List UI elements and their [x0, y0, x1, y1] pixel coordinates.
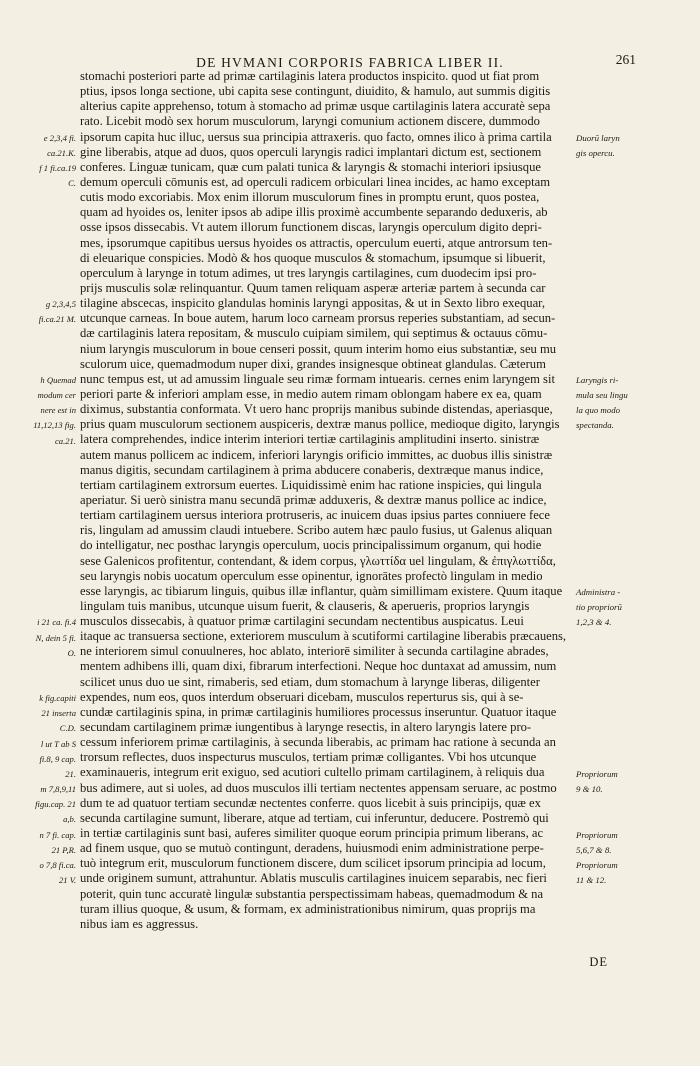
margin-note: Administra - [576, 587, 621, 598]
margin-note: nere est in [40, 405, 76, 416]
text-line: mentem adhibens illi, quam dixi, fibrarum interfectioni. Neque hoc duntaxat ad amussim, num [80, 659, 557, 674]
text-line: aperiatur. Si uerò sinistra manu secundā primæ adduxeris, & dextræ manus pollice ac indice, [80, 492, 547, 507]
text-line: periori parte & inferiori amplam esse, in medio autem rimam oblongam habere ex ea, quam [80, 386, 542, 401]
margin-note: Propriorum [576, 859, 618, 870]
text-line: di eleuarique conspicies. Modò & hos quoque musculos & stomachum, ipsumque si libuerit, [80, 250, 546, 265]
margin-note: C. [68, 178, 76, 189]
text-line: prius quam musculorum sectionem auspiceris, dextræ manus pollice, medioque digito, laryngis [80, 417, 560, 432]
margin-note: Propriorum [576, 829, 618, 840]
text-line: tilagine abscecas, inspicito glandulas hominis laryngi appositas, & ut in Sexto libro exequar, [80, 296, 546, 311]
text-line: operculum à larynge in totum adimes, ut tres laryngis cartilagines, cum duodecim ipsi pro- [80, 265, 537, 280]
text-line: tertiam cartilaginem uersus interiora protruseris, ac inuicem duas ipsius partes conniuere fece [80, 508, 550, 523]
margin-note: 21 inserta [41, 708, 76, 719]
text-line: alterius capite apprehenso, totum à stomacho ad primæ usque cartilaginis latera accuratè sepa [80, 99, 551, 114]
text-line: prijs musculis solæ relinquantur. Quum tamen reliquam asperæ arteriæ partem à secunda car [80, 280, 546, 295]
margin-note: f 1 fi.ca.19 [39, 162, 76, 173]
margin-note: mula seu lingu [576, 390, 628, 401]
page-number: 261 [615, 52, 636, 67]
text-line: autem manus pollicem ac indicem, inferiori laryngis orificio immittes, ac duobus illis sinistræ [80, 447, 553, 462]
body-text [80, 69, 572, 932]
text-line: diximus, substantia conformata. Vt uero hanc proprijs manibus subinde distendas, aperiasque, [80, 402, 553, 417]
text-line: poterit, quin tunc accuratè lingulæ substantia perspectissimam habeas, quemadmodum & na [80, 886, 544, 901]
text-line: osse ipsos dissecabis. Vt autem illorum functionem discas, laryngis operculum digito depri- [80, 220, 542, 235]
text-line: utcunque carneas. In boue autem, harum loco carneam prorsus reperies substantiam, ad secun- [80, 311, 556, 326]
margin-note: n 7 fi. cap. [39, 829, 76, 840]
text-line: secunda cartilagine sumunt, liberare, atque ad tertiam, cui inferuntur, deducere. Postremò qui [80, 810, 549, 825]
text-line: trorsum reflectes, duos inspecturus musculos, tertiam primæ colligantes. Vbi hos utcunque [80, 750, 537, 765]
margin-note: fi.8, 9 cap. [39, 753, 76, 764]
text-line: do intelligatur, nec posthac laryngis operculum, uocis principalissimum organum, qui hodie [80, 538, 542, 553]
text-line: bus adimere, aut si uoles, ad duos musculos illi tertiam nectentes appensam seruare, ac postmo [80, 780, 557, 795]
margin-note: la quo modo [576, 405, 620, 416]
margin-note: 21. [65, 768, 76, 779]
margin-note: tio propriorū [576, 602, 622, 613]
text-line: cessum inferiorem primæ cartilaginis, à secunda liberabis, ac primam hac ratione à secunda an [80, 735, 556, 750]
margin-note: 21 P,R. [51, 844, 76, 855]
text-line: lingulam tuis manibus, utcunque uisum fuerit, & clauseris, & aperueris, proprios laryngis [80, 598, 530, 613]
text-line: manus digitis, secundam cartilaginem à prima abducere conaberis, dextræque manus indice, [80, 462, 544, 477]
text-line: itaque ac transuersa sectione, exteriorem musculum à scutiformi cartilagine liberabis præcauens, [80, 629, 567, 644]
text-line: demum operculi cōmunis est, ad operculi radicem orbiculari linea incides, ac hamo exceptam [80, 174, 550, 189]
text-line: dum te ad quatuor tertiam secundæ nectentes conferre. quos licebit à suis principijs, quæ ex [80, 795, 541, 810]
text-line: nibus iam es aggressus. [80, 916, 199, 931]
margin-note: C.D. [59, 723, 76, 734]
text-line: unde originem sumunt, attrahuntur. Ablatis musculis cartilagines inuicem separabis, nec fieri [80, 871, 547, 886]
margin-note: 5,6,7 & 8. [576, 844, 612, 855]
margin-note: 21 V. [58, 874, 76, 885]
text-line: tuò integrum erit, musculorum functionem discere, dum scilicet ipsorum principia ad locum, [80, 856, 546, 871]
text-line: in tertiæ cartilaginis sunt basi, auferes similiter quoque eorum principia primum liberans, ac [80, 826, 544, 841]
text-line: rato. Licebit modò sex horum musculorum, laryngi comunium actionem discere, dummodo [80, 114, 540, 129]
margin-note: ca.21.K. [47, 147, 76, 158]
text-line: nium laryngis musculorum in boue censeri possit, quum interim homo eius substantiæ, seu mu [80, 341, 557, 356]
text-line: seu laryngis nobis uocatum operculum esse opinentur, ignorātes profectò lingulam in medio [80, 568, 543, 583]
margin-note: 11,12,13 fig. [33, 420, 76, 431]
margin-note: modum cer [37, 390, 76, 401]
text-line: sese Galenicos profitentur, contendant, & idem corpus, γλωττίδα uel lingulam, & ἐπιγλωττίδα, [80, 553, 556, 568]
text-line: scilicet unus duo ue sint, rimaberis, sed etiam, dum stomachum à larynge liberas, diligenter [80, 674, 540, 689]
margin-note: fi.ca.21 M. [38, 314, 76, 325]
margin-note: 9 & 10. [576, 784, 603, 795]
margin-note: Duorū laryn [576, 132, 620, 143]
margin-note: 11 & 12. [576, 874, 607, 885]
text-line: cundæ cartilaginis spina, in primæ cartilaginis humiliores processus inseruntur. Quatuor itaque [80, 704, 557, 719]
text-line: latera comprehendes, indice interim interiori tertiæ cartilaginis amplitudini inserto. sinistræ [80, 432, 540, 447]
margin-note: ca.21. [54, 435, 76, 446]
text-line: expendes, num eos, quos interdum obseruari dicebam, musculos reperturus sis, qui à se- [80, 689, 524, 704]
margin-note: spectanda. [576, 420, 614, 431]
margin-note: gis opercu. [576, 147, 615, 158]
text-line: tertiam cartilaginem extrorsum euertes. Liquidissimè enim hac ratione inspicies, qui lingula [80, 477, 542, 492]
margin-note: i 21 ca. fi.4 [37, 617, 76, 628]
text-line: cutis modo excoriabis. Mox enim illorum musculorum fines in promptu erunt, quos postea, [80, 190, 540, 205]
text-line: conferes. Linguæ tunicam, quæ cum palati tunica & laryngis & stomachi interiori ipsiusque [80, 159, 541, 174]
text-line: gine liberabis, atque ad duos, quos operculi laryngis radici implantari dictum est, sectionem [80, 144, 542, 159]
text-line: turam illius quoque, & usum, & formam, ex administrationibus nimirum, quas proprijs ma [80, 901, 536, 916]
margin-note: m 7,8,9,11 [40, 784, 76, 795]
text-line: quam ad hyoides os, leniter ipsos ab adipe illis proximè accumbente separando deduxeris, ab [80, 205, 548, 220]
text-line: sculorum uice, quemadmodum nuper dixi, grandes insignesque obtineat glandulas. Cæterum [80, 356, 546, 371]
text-line: ad finem usque, quo se mutuò contingunt, deradens, huiusmodi enim administratione perpe- [80, 841, 544, 856]
margin-note: k fig.capiti [39, 693, 76, 704]
margin-note: h Quemad [40, 375, 76, 385]
text-line: examinaueris, integrum erit exiguo, sed acutiori cultello primam cartilaginem, à reliquis dua [80, 765, 545, 780]
text-line: stomachi posteriori parte ad primæ cartilaginis latera productos inspicito. quod ut fiat prom [80, 69, 540, 83]
margin-note: l ut T ab S [40, 738, 76, 749]
margin-note: a,b. [63, 814, 76, 825]
text-line: secundam cartilaginem primæ iungentibus à larynge resectis, in altero laryngis latere pro- [80, 720, 532, 735]
running-title: DE HVMANI CORPORIS FABRICA LIBER II. [196, 55, 504, 70]
margin-note: O. [67, 647, 76, 658]
text-line: mes, ipsorumque capitibus uersus hyoides os attractis, operculum euerti, atque antrorsum ten- [80, 235, 553, 250]
text-line: esse laryngis, ac tibiarum linguis, quibus illæ inflantur, quàm simillimam existere. Quum itaque [80, 583, 563, 598]
text-line: dæ cartilaginis latera repositam, & musculo cuipiam similem, qui septimus & octauus cōmu- [80, 326, 548, 341]
margin-note: 1,2,3 & 4. [576, 617, 612, 628]
margin-note: o 7,8 fi.ca. [39, 859, 76, 870]
margin-note: Laryngis ri- [576, 375, 619, 385]
margin-note: figu.cap. 21 [35, 799, 76, 810]
text-line: ris, lingulam ad amussim claudi intuebere. Scribo autem hæc paulo fusius, ut Galenus aliquan [80, 523, 553, 538]
margin-note: N, dein 5 fi. [35, 632, 76, 643]
text-line: ne interiorem simul conuulneres, hoc ablato, interiorē similiter à secunda cartilagine abrades, [80, 644, 549, 659]
text-line: ipsorum capita huc illuc, uersus sua principia attraxeris. quo facto, omnes ilico à prima cartila [80, 129, 552, 144]
margin-note: Propriorum [576, 768, 618, 779]
catchword: DE [589, 955, 608, 969]
text-line: ptius, ipsos longa sectione, ubi capita sese contingunt, diuidito, & hamulo, aut summis digitis [80, 84, 551, 99]
text-line: musculos dissecabis, à quatuor primæ cartilagini secundam nectentibus auspicatus. Leui [80, 614, 524, 629]
margin-note: g 2,3,4,5 [45, 299, 76, 310]
margin-note: e 2,3,4 fi. [43, 132, 76, 143]
text-line: nunc tempus est, ut ad amussim linguale seu rimæ formam intuearis. cernes enim laryngem sit [80, 371, 555, 386]
